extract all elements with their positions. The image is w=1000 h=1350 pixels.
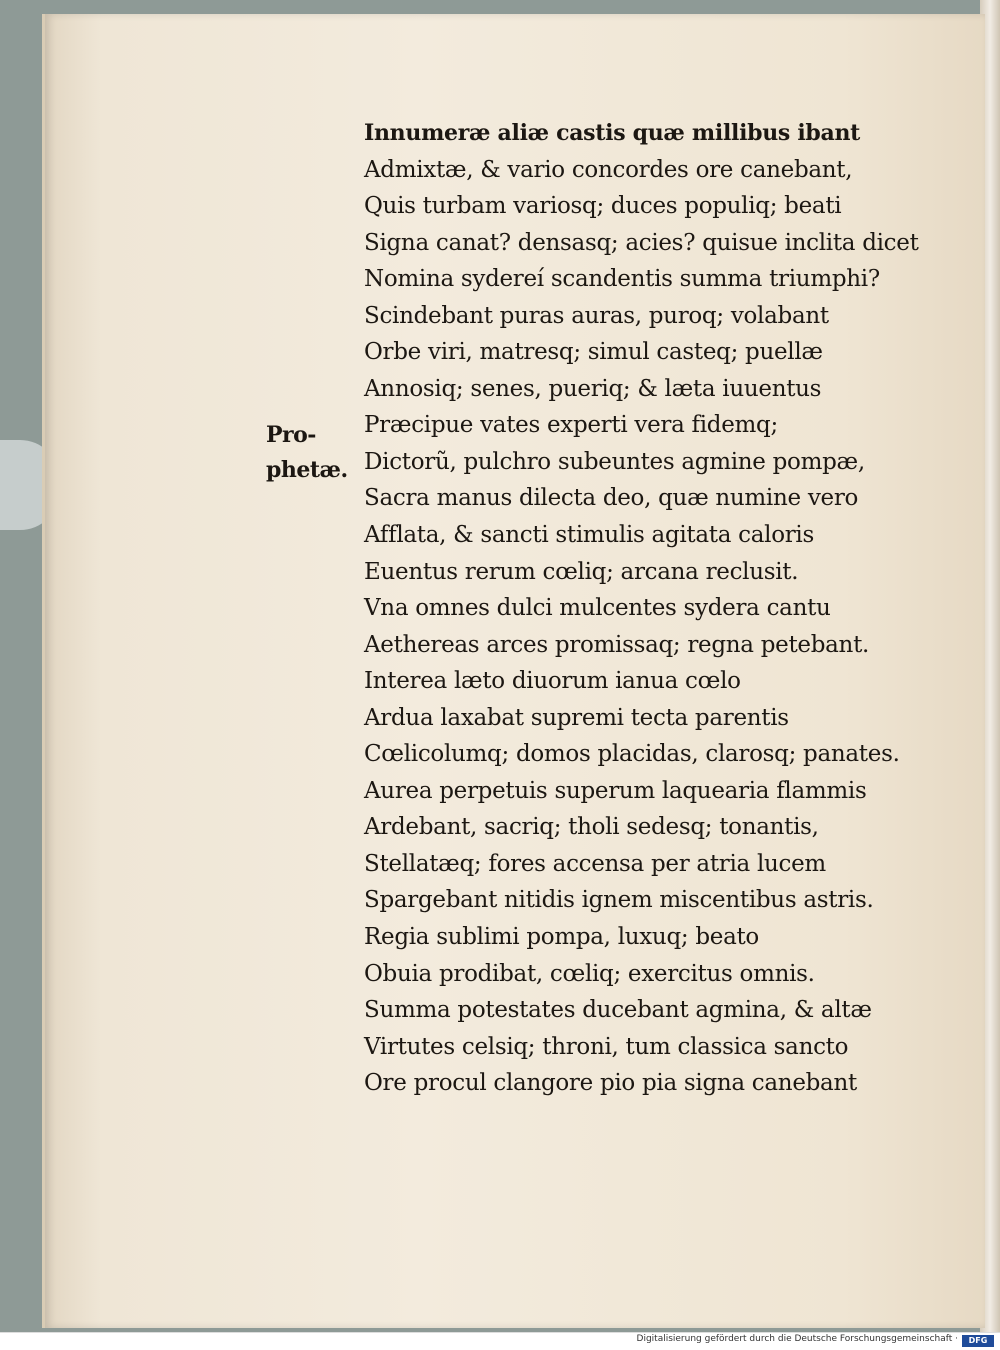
verse-line: Aethereas arces promissaq; regna petebant.: [364, 631, 870, 658]
verse-line: Obuia prodibat, cœliq; exercitus omnis.: [364, 960, 815, 987]
verse-line: Signa canat? densasq; acies? quisue inclita dicet: [364, 229, 919, 256]
verse-line: Admixtæ, & vario concordes ore canebant,: [364, 156, 853, 183]
verse-line: Vna omnes dulci mulcentes sydera cantu: [364, 595, 831, 622]
verse-line: Orbe viri, matresq; simul casteq; puellæ: [364, 339, 823, 366]
verse-line: Dictorũ, pulchro subeuntes agmine pompæ,: [364, 448, 865, 475]
margin-note-line2: phetæ.: [266, 457, 348, 483]
verse-line: Afflata, & sancti stimulis agitata caloris: [364, 522, 814, 549]
verse-line: Nomina sydereí scandentis summa triumphi?: [364, 266, 880, 293]
verse-line: Quis turbam variosq; duces populiq; beati: [364, 193, 842, 220]
verse-line: Spargebant nitidis ignem miscentibus astris.: [364, 887, 874, 914]
verse-line: Annosiq; senes, pueriq; & læta iuuentus: [364, 375, 822, 402]
margin-note-line1: Pro-: [266, 422, 316, 448]
verse-line: Ore procul clangore pio pia signa canebant: [364, 1070, 857, 1097]
verse-line: Interea læto diuorum ianua cœlo: [364, 668, 741, 695]
verse-line: Virtutes celsiq; throni, tum classica sancto: [364, 1033, 849, 1060]
verse-line: Aurea perpetuis superum laquearia flammis: [364, 777, 867, 804]
dfg-logo-icon: DFG: [962, 1335, 994, 1347]
footer-bar: [0, 1332, 1000, 1350]
verse-line: Innumeræ aliæ castis quæ millibus ibant: [364, 120, 861, 146]
verse-line: Stellatæq; fores accensa per atria lucem: [364, 850, 826, 877]
verse-line: Cœlicolumq; domos placidas, clarosq; panates.: [364, 741, 900, 768]
verse-line: Sacra manus dilecta deo, quæ numine vero: [364, 485, 859, 512]
verse-line: Scindebant puras auras, puroq; volabant: [364, 302, 829, 329]
verse-line: Regia sublimi pompa, luxuq; beato: [364, 924, 759, 951]
verse-line: Præcipue vates experti vera fidemq;: [364, 412, 778, 439]
verse-line: Euentus rerum cœliq; arcana reclusit.: [364, 558, 799, 585]
verse-line: Summa potestates ducebant agmina, & altæ: [364, 997, 872, 1024]
footer-credit: Digitalisierung gefördert durch die Deutsche Forschungsgemeinschaft ·: [636, 1334, 958, 1344]
verse-line: Ardua laxabat supremi tecta parentis: [364, 704, 789, 731]
verse-line: Ardebant, sacriq; tholi sedesq; tonantis,: [364, 814, 819, 841]
verse-text: [364, 115, 919, 1102]
